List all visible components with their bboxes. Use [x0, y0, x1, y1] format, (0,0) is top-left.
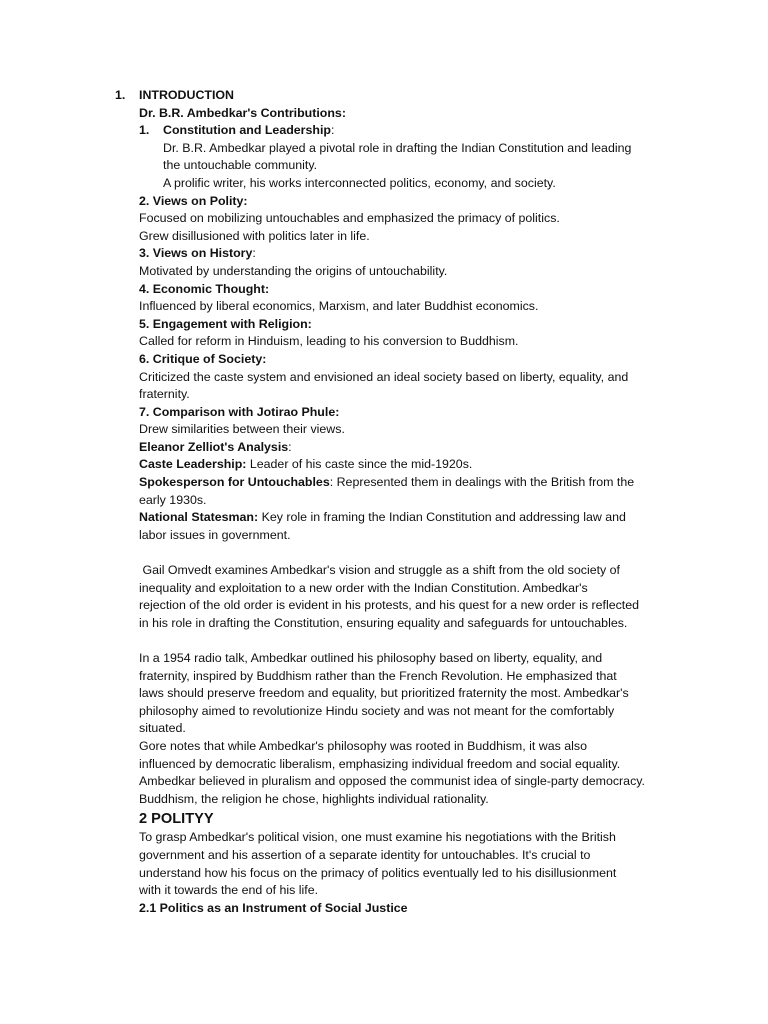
contributions-subheading: Dr. B.R. Ambedkar's Contributions: — [139, 105, 346, 120]
views-polity-line: Grew disillusioned with politics later in life. — [139, 228, 370, 243]
omvedt-line: rejection of the old order is evident in his protests, and his quest for a new order is reflected — [139, 598, 640, 613]
omvedt-line: Gail Omvedt examines Ambedkar's vision and struggle as a shift from the old society of — [139, 563, 621, 578]
section-1-heading: 1. INTRODUCTION — [139, 87, 679, 105]
item-1-line: A prolific writer, his works interconnected politics, economy, and society. — [163, 175, 556, 190]
section-2-1-heading: 2.1 Politics as an Instrument of Social Justice — [139, 900, 408, 915]
document-body — [115, 87, 679, 917]
item-1-title: 1. Constitution and Leadership: — [139, 123, 335, 138]
phule-line: Drew similarities between their views. — [139, 422, 345, 437]
phule-label: 7. Comparison with Jotirao Phule: — [139, 404, 340, 419]
zelliot-spokes-line: Spokesperson for Untouchables: Represented them in dealings with the British from the — [139, 475, 635, 490]
zelliot-label: Eleanor Zelliot's Analysis: — [139, 439, 292, 454]
critique-line: fraternity. — [139, 387, 190, 402]
religion-line: Called for reform in Hinduism, leading to his conversion to Buddhism. — [139, 334, 519, 349]
item-1-line: Dr. B.R. Ambedkar played a pivotal role in drafting the Indian Constitution and leading — [163, 140, 632, 155]
gore-line: Buddhism, the religion he chose, highlights individual rationality. — [139, 791, 489, 806]
radio-line: In a 1954 radio talk, Ambedkar outlined his philosophy based on liberty, equality, and — [139, 651, 603, 665]
zelliot-caste-line: Caste Leadership: Leader of his caste since the mid-1920s. — [139, 457, 473, 472]
gore-line: Gore notes that while Ambedkar's philosophy was rooted in Buddhism, it was also — [139, 738, 587, 753]
religion-label: 5. Engagement with Religion: — [139, 316, 312, 331]
radio-line: laws should preserve freedom and equality, but prioritized fraternity the most. Ambedkar's — [139, 686, 629, 701]
views-history-line: Motivated by understanding the origins of untouchability. — [139, 263, 448, 278]
omvedt-line: in his role in drafting the Constitution, ensuring equality and safeguards for untouchables. — [139, 615, 628, 630]
item-1-line: the untouchable community. — [163, 158, 318, 173]
zelliot-statesman-line-2: labor issues in government. — [139, 527, 291, 542]
zelliot-spokes-line-2: early 1930s. — [139, 492, 207, 507]
polity-line: with it towards the end of his life. — [139, 883, 319, 898]
polity-line: understand how his focus on the primacy of politics eventually led to his disillusionment — [139, 865, 617, 880]
radio-line: philosophy aimed to revolutionize Hindu society and was not meant for the comfortably — [139, 703, 615, 718]
radio-line: fraternity, inspired by Buddhism rather than the French Revolution. He emphasized that — [139, 668, 617, 683]
critique-label: 6. Critique of Society: — [139, 351, 267, 366]
paragraph-gap — [139, 544, 679, 562]
zelliot-statesman-line: National Statesman: Key role in framing the Indian Constitution and addressing law and — [139, 510, 626, 525]
views-history-label: 3. Views on History: — [139, 246, 256, 261]
omvedt-line: inequality and exploitation to a new order with the Indian Constitution. Ambedkar's — [139, 580, 588, 595]
economic-line: Influenced by liberal economics, Marxism, and later Buddhist economics. — [139, 299, 539, 314]
radio-line: situated. — [139, 721, 186, 736]
economic-label: 4. Economic Thought: — [139, 281, 270, 296]
polity-line: government and his assertion of a separate identity for untouchables. It's crucial to — [139, 847, 591, 862]
views-polity-line: Focused on mobilizing untouchables and emphasized the primacy of politics. — [139, 211, 560, 226]
views-polity-label: 2. Views on Polity: — [139, 193, 248, 208]
paragraph-gap — [139, 632, 679, 650]
polity-line: To grasp Ambedkar's political vision, one must examine his negotiations with the British — [139, 830, 616, 845]
section-1-number: 1. — [115, 88, 126, 102]
section-2-heading: 2 POLITYY — [139, 811, 214, 828]
gore-line: influenced by democratic liberalism, emphasizing individual freedom and social equality. — [139, 756, 621, 771]
critique-line: Criticized the caste system and envisioned an ideal society based on liberty, equality, and — [139, 369, 629, 384]
gore-line: Ambedkar believed in pluralism and opposed the communist idea of single-party democracy. — [139, 774, 645, 789]
